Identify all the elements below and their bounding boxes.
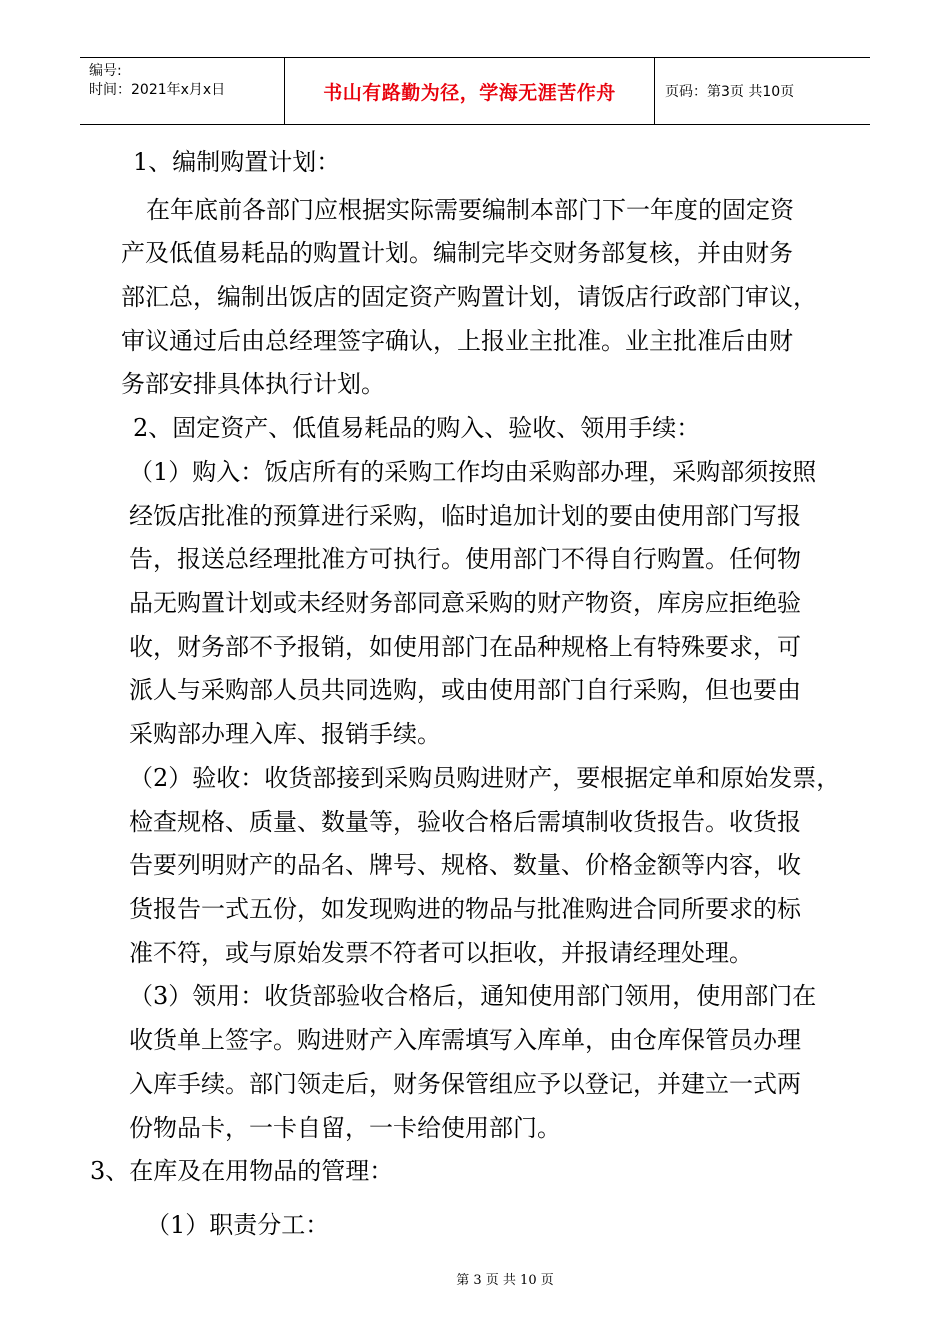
paragraph-line: 派人与采购部人员共同选购，或由使用部门自行采购，但也要由 [129, 676, 801, 704]
paragraph-line: 告，报送总经理批准方可执行。使用部门不得自行购置。任何物 [129, 545, 801, 573]
paragraph-line: 产及低值易耗品的购置计划。编制完毕交财务部复核，并由财务 [121, 239, 793, 267]
paragraph-line: 品无购置计划或未经财务部同意采购的财产物资，库房应拒绝验 [129, 589, 801, 617]
paragraph-line: 经饭店批准的预算进行采购，临时追加计划的要由使用部门写报 [129, 502, 801, 530]
paragraph-line: 部汇总，编制出饭店的固定资产购置计划，请饭店行政部门审议， [121, 283, 817, 311]
paragraph-line: （2）验收：收货部接到采购员购进财产，要根据定单和原始发票， [129, 764, 841, 792]
paragraph-line: 收货单上签字。购进财产入库需填写入库单，由仓库保管员办理 [129, 1026, 801, 1054]
header-motto: 书山有路勤为径，学海无涯苦作舟 [285, 58, 655, 124]
paragraph-line: 入库手续。部门领走后，财务保管组应予以登记，并建立一式两 [129, 1070, 801, 1098]
section-heading-1: 1、编制购置计划： [133, 148, 341, 176]
paragraph-line: 审议通过后由总经理签字确认，上报业主批准。业主批准后由财 [121, 327, 793, 355]
subsection-heading: （1）职责分工： [146, 1211, 330, 1239]
header-meta-cell [80, 58, 285, 124]
paragraph-line: 货报告一式五份，如发现购进的物品与批准购进合同所要求的标 [129, 895, 801, 923]
header-page-info: 页码：第3页 共10页 [665, 84, 795, 100]
paragraph-line: 收，财务部不予报销，如使用部门在品种规格上有特殊要求，可 [129, 633, 801, 661]
paragraph-line: 务部安排具体执行计划。 [121, 370, 385, 398]
page-header [80, 57, 870, 125]
paragraph-line: 检查规格、质量、数量等，验收合格后需填制收货报告。收货报 [129, 808, 801, 836]
paragraph-line: 在年底前各部门应根据实际需要编制本部门下一年度的固定资 [146, 196, 794, 224]
paragraph-line: （1）购入：饭店所有的采购工作均由采购部办理，采购部须按照 [129, 458, 817, 486]
section-heading-3: 3、在库及在用物品的管理： [90, 1157, 394, 1185]
paragraph-line: 采购部办理入库、报销手续。 [129, 720, 441, 748]
section-heading-2: 2、固定资产、低值易耗品的购入、验收、领用手续： [133, 414, 701, 442]
paragraph-line: 告要列明财产的品名、牌号、规格、数量、价格金额等内容，收 [129, 851, 801, 879]
page-footer: 第 3 页 共 10 页 [456, 1273, 554, 1288]
paragraph-line: 份物品卡，一卡自留，一卡给使用部门。 [129, 1114, 561, 1142]
document-number-label: 编号: [89, 63, 122, 79]
document-date: 时间：2021年x月x日 [89, 82, 226, 98]
paragraph-line: （3）领用：收货部验收合格后，通知使用部门领用，使用部门在 [129, 982, 817, 1010]
paragraph-line: 准不符，或与原始发票不符者可以拒收，并报请经理处理。 [129, 939, 753, 967]
